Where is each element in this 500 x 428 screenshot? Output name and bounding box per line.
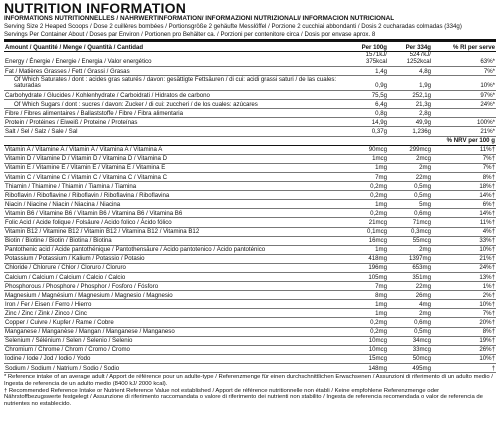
value-per-334g: 2mcg: [388, 154, 432, 163]
header-ri: % RI per serve: [432, 43, 496, 52]
value-per-100g: 1mg: [344, 309, 388, 318]
value-per-334g: 2mg: [388, 245, 432, 254]
value-per-100g: 15mcg: [344, 354, 388, 363]
nutrient-name: Manganese / Manganèse / Mangan / Manganese / Manganeso: [4, 327, 344, 336]
nutrient-name: Phosphorous / Phosphore / Phosphor / Fosforo / Fósforo: [4, 282, 344, 291]
value-per-100g: 1mcg: [344, 154, 388, 163]
nutrient-name: Pantothenic acid / Acide pantothénique / Pantothensäure / Acido pantotenico / Ácido pantoténico: [4, 245, 344, 254]
percent-value: 19%†: [432, 336, 496, 345]
percent-value: 20%†: [432, 318, 496, 327]
value-per-100g: 16mcg: [344, 236, 388, 245]
table-row: [4, 52, 496, 67]
percent-value: 63%*: [432, 52, 496, 67]
nutrient-name: Vitamin A / Vitamine A / Vitamin A / Vitamina A / Vitamina A: [4, 145, 344, 154]
table-row: [4, 200, 496, 209]
value-per-100g: 0,8g: [344, 109, 388, 118]
percent-value: 10%†: [432, 245, 496, 254]
percent-value: 7%†: [432, 154, 496, 163]
header-amount: Amount / Quantité / Menge / Quantità / Cantidad: [4, 43, 344, 52]
value-per-100g: 148mg: [344, 363, 388, 372]
footnote-nrv: † Recommended Reference Intake or Nutrient Reference Value not established / Apport de référence nutritionnelle non établi / Keine empfohlene Referenzmenge oder Nährstoffbezugswerte festgelegt / Assunzione di riferimento raccomandata o valore di riferimento dei nutrienti non stabilito / Ingesta de referencia recomendada o valor de referencia de nutrientes no establecido.: [4, 387, 483, 408]
value-per-100g: 90mcg: [344, 145, 388, 154]
table-row: [4, 291, 496, 300]
value-per-100g: 0,37g: [344, 127, 388, 136]
percent-value: 100%*: [432, 118, 496, 127]
nutrient-name: Sodium / Sodium / Natrium / Sodio / Sodio: [4, 363, 344, 372]
nutrient-name: Fibre / Fibres alimentaires / Ballaststoffe / Fibre / Fibra alimentaria: [4, 109, 344, 118]
table-row: [4, 309, 496, 318]
table-row: [4, 227, 496, 236]
nutrient-name: Potassium / Potassium / Kalium / Potassio / Potasio: [4, 254, 344, 263]
value-per-334g: 33mcg: [388, 345, 432, 354]
nutrient-name: Protein / Protéines / Eiweiß / Proteine / Proteínas: [4, 118, 344, 127]
value-per-100g: 7mg: [344, 172, 388, 181]
table-row: [4, 318, 496, 327]
percent-value: 24%†: [432, 263, 496, 272]
nutrient-name: Of Which Saturates / dont : acides gras saturés / davon: gesättigte Fettsäuren / di cui: acidi grassi saturi / de las cuales: saturadas: [4, 76, 344, 91]
header-nrv: % NRV per 100 g: [432, 136, 496, 145]
nutrient-name: Vitamin B6 / Vitamine B6 / Vitamin B6 / Vitamina B6 / Vitamina B6: [4, 209, 344, 218]
value-per-334g: 1,9g: [388, 76, 432, 91]
value-per-100g: 75,5g: [344, 91, 388, 100]
value-per-100g: 0,2mg: [344, 318, 388, 327]
value-per-100g: 0,2mg: [344, 191, 388, 200]
value-per-100g: 105mg: [344, 272, 388, 281]
table-row: [4, 263, 496, 272]
percent-value: 8%†: [432, 327, 496, 336]
value-per-334g: 49,9g: [388, 118, 432, 127]
value-per-100g: 1mg: [344, 200, 388, 209]
value-per-334g: 2mg: [388, 309, 432, 318]
percent-value: 7%*: [432, 67, 496, 76]
value-per-100g: 10mcg: [344, 345, 388, 354]
nutrient-name: Calcium / Calcium / Calcium / Calcio / Calcio: [4, 272, 344, 281]
value-per-100g: 14,9g: [344, 118, 388, 127]
value-per-100g: 0,2mg: [344, 327, 388, 336]
percent-value: 10%†: [432, 354, 496, 363]
value-per-100g: 0,9g: [344, 76, 388, 91]
nutrient-name: Iodine / Iode / Jod / Iodio / Yodo: [4, 354, 344, 363]
nutrient-name: Biotin / Biotine / Biotin / Biotina / Biotina: [4, 236, 344, 245]
value-per-334g: 252,1g: [388, 91, 432, 100]
value-per-100g: 1mg: [344, 300, 388, 309]
value-per-334g: 1397mg: [388, 254, 432, 263]
nutrient-name: Riboflavin / Riboflavine / Riboflavin / Riboflavina / Riboflavina: [4, 191, 344, 200]
header-per-334g: Per 334g: [388, 43, 432, 52]
nutrient-name: Fat / Matières Grasses / Fett / Grassi / Grasas: [4, 67, 344, 76]
percent-value: 10%†: [432, 300, 496, 309]
percent-value: 2%†: [432, 291, 496, 300]
value-per-334g: 4mg: [388, 300, 432, 309]
percent-value: 26%†: [432, 345, 496, 354]
percent-value: 97%*: [432, 91, 496, 100]
value-per-334g: 71mcg: [388, 218, 432, 227]
value-per-334g: 1,236g: [388, 127, 432, 136]
percent-value: 33%†: [432, 236, 496, 245]
percent-value: [432, 109, 496, 118]
table-row: [4, 254, 496, 263]
percent-value: 14%†: [432, 191, 496, 200]
table-row: [4, 300, 496, 309]
value-per-334g: 495mg: [388, 363, 432, 372]
nutrient-name: Folic Acid / Acide folique / Folsäure / Acido folico / Ácido fólico: [4, 218, 344, 227]
nutrient-name: Copper / Cuivre / Kupfer / Rame / Cobre: [4, 318, 344, 327]
value-per-334g: 55mcg: [388, 236, 432, 245]
value-per-334g: 26mg: [388, 291, 432, 300]
value-per-100g: 7mg: [344, 282, 388, 291]
percent-value: 21%*: [432, 127, 496, 136]
value-per-100g: 1571kJ/ 375kcal: [344, 52, 388, 67]
value-per-100g: 1,4g: [344, 67, 388, 76]
table-row: [4, 145, 496, 154]
value-per-100g: 0,2mg: [344, 182, 388, 191]
nutrient-name: Chloride / Chlorure / Chlor / Cloruro / Cloruro: [4, 263, 344, 272]
footnote-ri: * Reference intake of an average adult / Apport de référence pour un adulte-type / Referenzmenge für einen durchschnittlichen Erwachsenen / Assunzioni di riferimento di un adulto medio / Ingesta de referencia de un adulto medio (8400 kJ/ 2000 kcal).: [4, 374, 493, 387]
table-row: [4, 209, 496, 218]
percent-value: 4%†: [432, 227, 496, 236]
percent-value: 6%†: [432, 200, 496, 209]
table-row: [4, 118, 496, 127]
value-per-100g: 418mg: [344, 254, 388, 263]
table-row: [4, 76, 496, 91]
percent-value: 18%†: [432, 182, 496, 191]
table-row: [4, 172, 496, 181]
table-row: [4, 67, 496, 76]
value-per-100g: 0,1mcg: [344, 227, 388, 236]
table-row: [4, 154, 496, 163]
value-per-334g: 0,5mg: [388, 327, 432, 336]
value-per-100g: 6,4g: [344, 100, 388, 109]
table-row: [4, 91, 496, 100]
footnotes: [4, 374, 496, 408]
table-row: [4, 354, 496, 363]
table-row: [4, 345, 496, 354]
nrv-header-row: [4, 136, 496, 145]
table-row: [4, 182, 496, 191]
percent-value: 10%*: [432, 76, 496, 91]
percent-value: 8%†: [432, 172, 496, 181]
percent-value: 24%*: [432, 100, 496, 109]
table-row: [4, 163, 496, 172]
value-per-334g: 0,6mg: [388, 209, 432, 218]
nutrition-table: [4, 43, 496, 373]
nutrition-label: [0, 1, 500, 428]
nutrient-name: Of Which Sugars / dont : sucres / davon: Zucker / di cui: zuccheri / de los cuales: azúcares: [4, 100, 344, 109]
value-per-100g: 196mg: [344, 263, 388, 272]
table-row: [4, 109, 496, 118]
value-per-334g: 2,8g: [388, 109, 432, 118]
nutrient-name: Vitamin C / Vitamine C / Vitamin C / Vitamina C / Vitamina C: [4, 172, 344, 181]
header-per-100g: Per 100g: [344, 43, 388, 52]
value-per-334g: 0,3mcg: [388, 227, 432, 236]
nutrient-name: Chromium / Chrome / Chrom / Cromo / Cromo: [4, 345, 344, 354]
value-per-334g: 0,6mg: [388, 318, 432, 327]
subtitle: INFORMATIONS NUTRITIONNELLES / NÄHRWERTINFORMATION/ INFORMAZIONI NUTRIZIONALI/ INFORMACIÓN NUTRICIONAL: [4, 15, 395, 22]
value-per-334g: 299mcg: [388, 145, 432, 154]
value-per-334g: 22mg: [388, 172, 432, 181]
nutrient-name: Magnesium / Magnésium / Magnesium / Magnesio / Magnesio: [4, 291, 344, 300]
page-title: NUTRITION INFORMATION: [4, 0, 187, 16]
table-row: [4, 363, 496, 372]
nutrient-name: Carbohydrate / Glucides / Kohlenhydrate / Carboidrati / Hidratos de carbono: [4, 91, 344, 100]
table-row: [4, 245, 496, 254]
value-per-334g: 22mg: [388, 282, 432, 291]
table-row: [4, 100, 496, 109]
servings-per-container: Servings Per Container About / Doses par Environ / Portionen pro Behälter ca. / Porzioni per contenitore circa / Dosis por envase aprox. 8: [4, 30, 376, 38]
nutrient-name: Salt / Sel / Salz / Sale / Sal: [4, 127, 344, 136]
value-per-100g: 10mcg: [344, 336, 388, 345]
value-per-334g: 4,8g: [388, 67, 432, 76]
percent-value: 11%†: [432, 218, 496, 227]
value-per-334g: 0,5mg: [388, 182, 432, 191]
table-row: [4, 236, 496, 245]
nutrient-name: Niacin / Niacine / Niacin / Niacina / Niacina: [4, 200, 344, 209]
nutrient-name: Thiamin / Thiamine / Thiamin / Tiamina / Tiamina: [4, 182, 344, 191]
value-per-334g: 50mcg: [388, 354, 432, 363]
nutrient-name: Zinc / Zinc / Zink / Zinco / Cinc: [4, 309, 344, 318]
value-per-334g: 0,5mg: [388, 191, 432, 200]
macro-rows: [4, 52, 496, 137]
nutrient-name: Vitamin E / Vitamine E / Vitamin E / Vitamina E / Vitamina E: [4, 163, 344, 172]
divider: [4, 39, 496, 42]
table-row: [4, 191, 496, 200]
nutrient-name: Energy / Énergie / Energie / Energia / Valor energético: [4, 52, 344, 67]
table-row: [4, 336, 496, 345]
value-per-100g: 0,2mg: [344, 209, 388, 218]
table-row: [4, 218, 496, 227]
value-per-334g: 351mg: [388, 272, 432, 281]
nutrient-name: Vitamin D / Vitamine D / Vitamin D / Vitamina D / Vitamina D: [4, 154, 344, 163]
table-row: [4, 272, 496, 281]
serving-size: Serving Size 2 Heaped Scoops / Dose 2 cuillères bombées / Portionsgröße 2 gehäufte Messlöffel / Porzione 2 cucchiai abbondanti / Dosis 2 cucharadas colmadas (334g): [4, 23, 462, 30]
nutrient-name: Vitamin B12 / Vitamine B12 / Vitamin B12 / Vitamina B12 / Vitamina B12: [4, 227, 344, 236]
value-per-334g: 5mg: [388, 200, 432, 209]
percent-value: 7%†: [432, 163, 496, 172]
table-row: [4, 127, 496, 136]
value-per-100g: 21mcg: [344, 218, 388, 227]
value-per-334g: 21,3g: [388, 100, 432, 109]
value-per-334g: 653mg: [388, 263, 432, 272]
value-per-100g: 1mg: [344, 163, 388, 172]
percent-value: †: [432, 363, 496, 372]
table-row: [4, 327, 496, 336]
percent-value: 7%†: [432, 309, 496, 318]
value-per-100g: 1mg: [344, 245, 388, 254]
value-per-334g: 5247kJ/ 1252kcal: [388, 52, 432, 67]
nutrient-name: Iron / Fer / Eisen / Ferro / Hierro: [4, 300, 344, 309]
percent-value: 13%†: [432, 272, 496, 281]
table-header: [4, 43, 496, 52]
percent-value: 14%†: [432, 209, 496, 218]
percent-value: 1%†: [432, 282, 496, 291]
value-per-334g: 34mcg: [388, 336, 432, 345]
micro-rows: [4, 145, 496, 372]
table-row: [4, 282, 496, 291]
percent-value: 11%†: [432, 145, 496, 154]
value-per-334g: 2mg: [388, 163, 432, 172]
nutrient-name: Selenium / Sélénium / Selen / Selenio / Selenio: [4, 336, 344, 345]
percent-value: 21%†: [432, 254, 496, 263]
value-per-100g: 8mg: [344, 291, 388, 300]
